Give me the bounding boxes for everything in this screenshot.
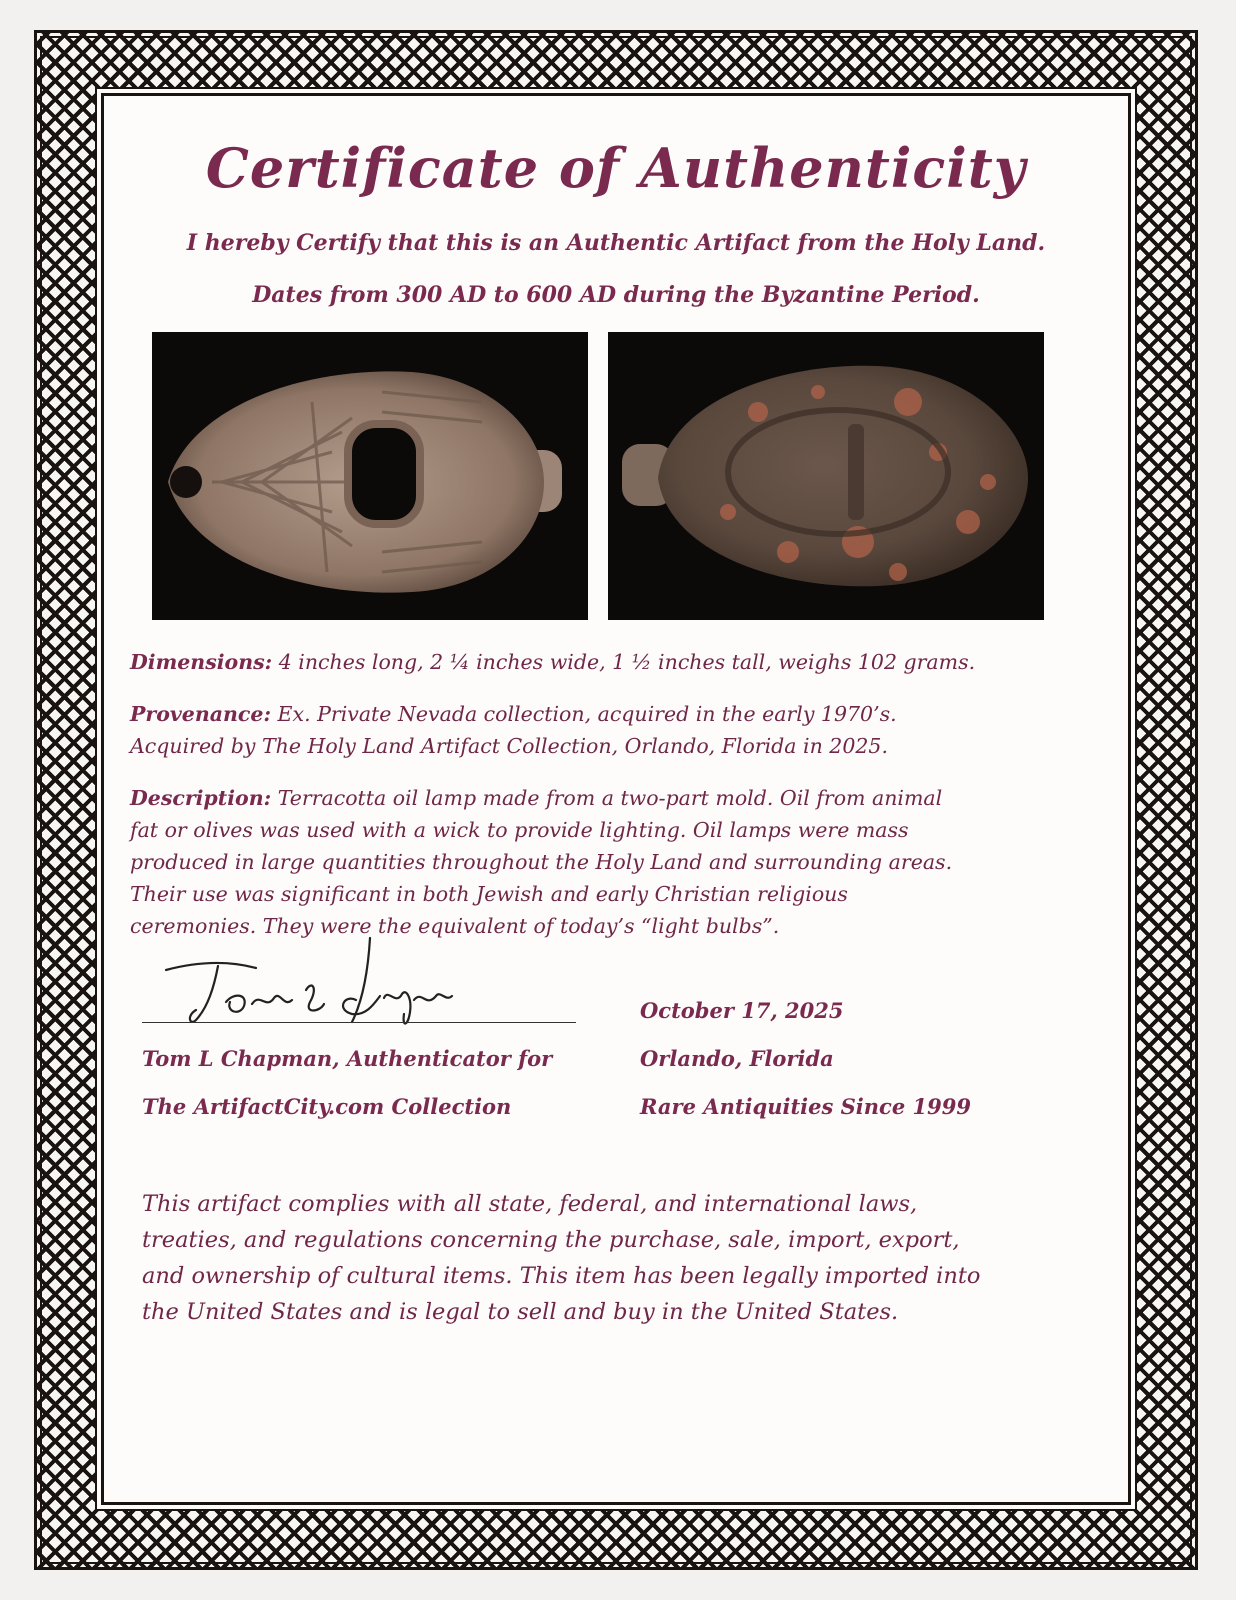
certificate-title: Certificate of Authenticity xyxy=(205,136,1027,200)
lamp-photo-bottom xyxy=(608,332,1044,620)
dimensions-label: Dimensions: xyxy=(130,650,273,674)
provenance-paragraph xyxy=(130,698,1090,762)
legal-line-3: and ownership of cultural items. This item has been legally imported into xyxy=(142,1263,981,1289)
certificate-date: October 17, 2025 xyxy=(640,998,844,1023)
handwritten-signature xyxy=(156,932,456,1042)
description-paragraph xyxy=(130,782,1090,942)
lamp-bottom-image xyxy=(608,332,1044,620)
legal-line-1: This artifact complies with all state, federal, and international laws, xyxy=(142,1191,918,1217)
signatory-name: Tom L Chapman, Authenticator for xyxy=(142,1046,553,1071)
provenance-line-2: Acquired by The Holy Land Artifact Collection, Orlando, Florida in 2025. xyxy=(130,734,888,758)
provenance-label: Provenance: xyxy=(130,702,272,726)
legal-compliance-statement xyxy=(142,1186,1102,1330)
certificate-page xyxy=(104,96,1128,1502)
dimensions-paragraph xyxy=(130,646,1090,678)
dating-statement: Dates from 300 AD to 600 AD during the Byzantine Period. xyxy=(252,282,980,308)
provenance-line-1: Ex. Private Nevada collection, acquired in the early 1970’s. xyxy=(271,702,897,726)
description-label: Description: xyxy=(130,786,272,810)
lamp-top-image xyxy=(152,332,588,620)
company-tagline: Rare Antiquities Since 1999 xyxy=(640,1094,971,1119)
legal-line-4: the United States and is legal to sell and buy in the United States. xyxy=(142,1299,899,1325)
certification-statement: I hereby Certify that this is an Authentic Artifact from the Holy Land. xyxy=(186,230,1046,256)
certificate-place: Orlando, Florida xyxy=(640,1046,834,1071)
description-line-4: Their use was significant in both Jewish and early Christian religious xyxy=(130,882,848,906)
dimensions-text: 4 inches long, 2 ¼ inches wide, 1 ½ inches tall, weighs 102 grams. xyxy=(272,650,976,674)
description-line-2: fat or olives was used with a wick to provide lighting. Oil lamps were mass xyxy=(130,818,909,842)
signature-image xyxy=(156,932,456,1042)
lamp-photo-top xyxy=(152,332,588,620)
description-line-5: ceremonies. They were the equivalent of today’s “light bulbs”. xyxy=(130,914,780,938)
legal-line-2: treaties, and regulations concerning the purchase, sale, import, export, xyxy=(142,1227,960,1253)
description-line-3: produced in large quantities throughout the Holy Land and surrounding areas. xyxy=(130,850,953,874)
description-line-1: Terracotta oil lamp made from a two-part mold. Oil from animal xyxy=(271,786,943,810)
signature-line xyxy=(142,1022,576,1023)
signatory-collection: The ArtifactCity.com Collection xyxy=(142,1094,512,1119)
